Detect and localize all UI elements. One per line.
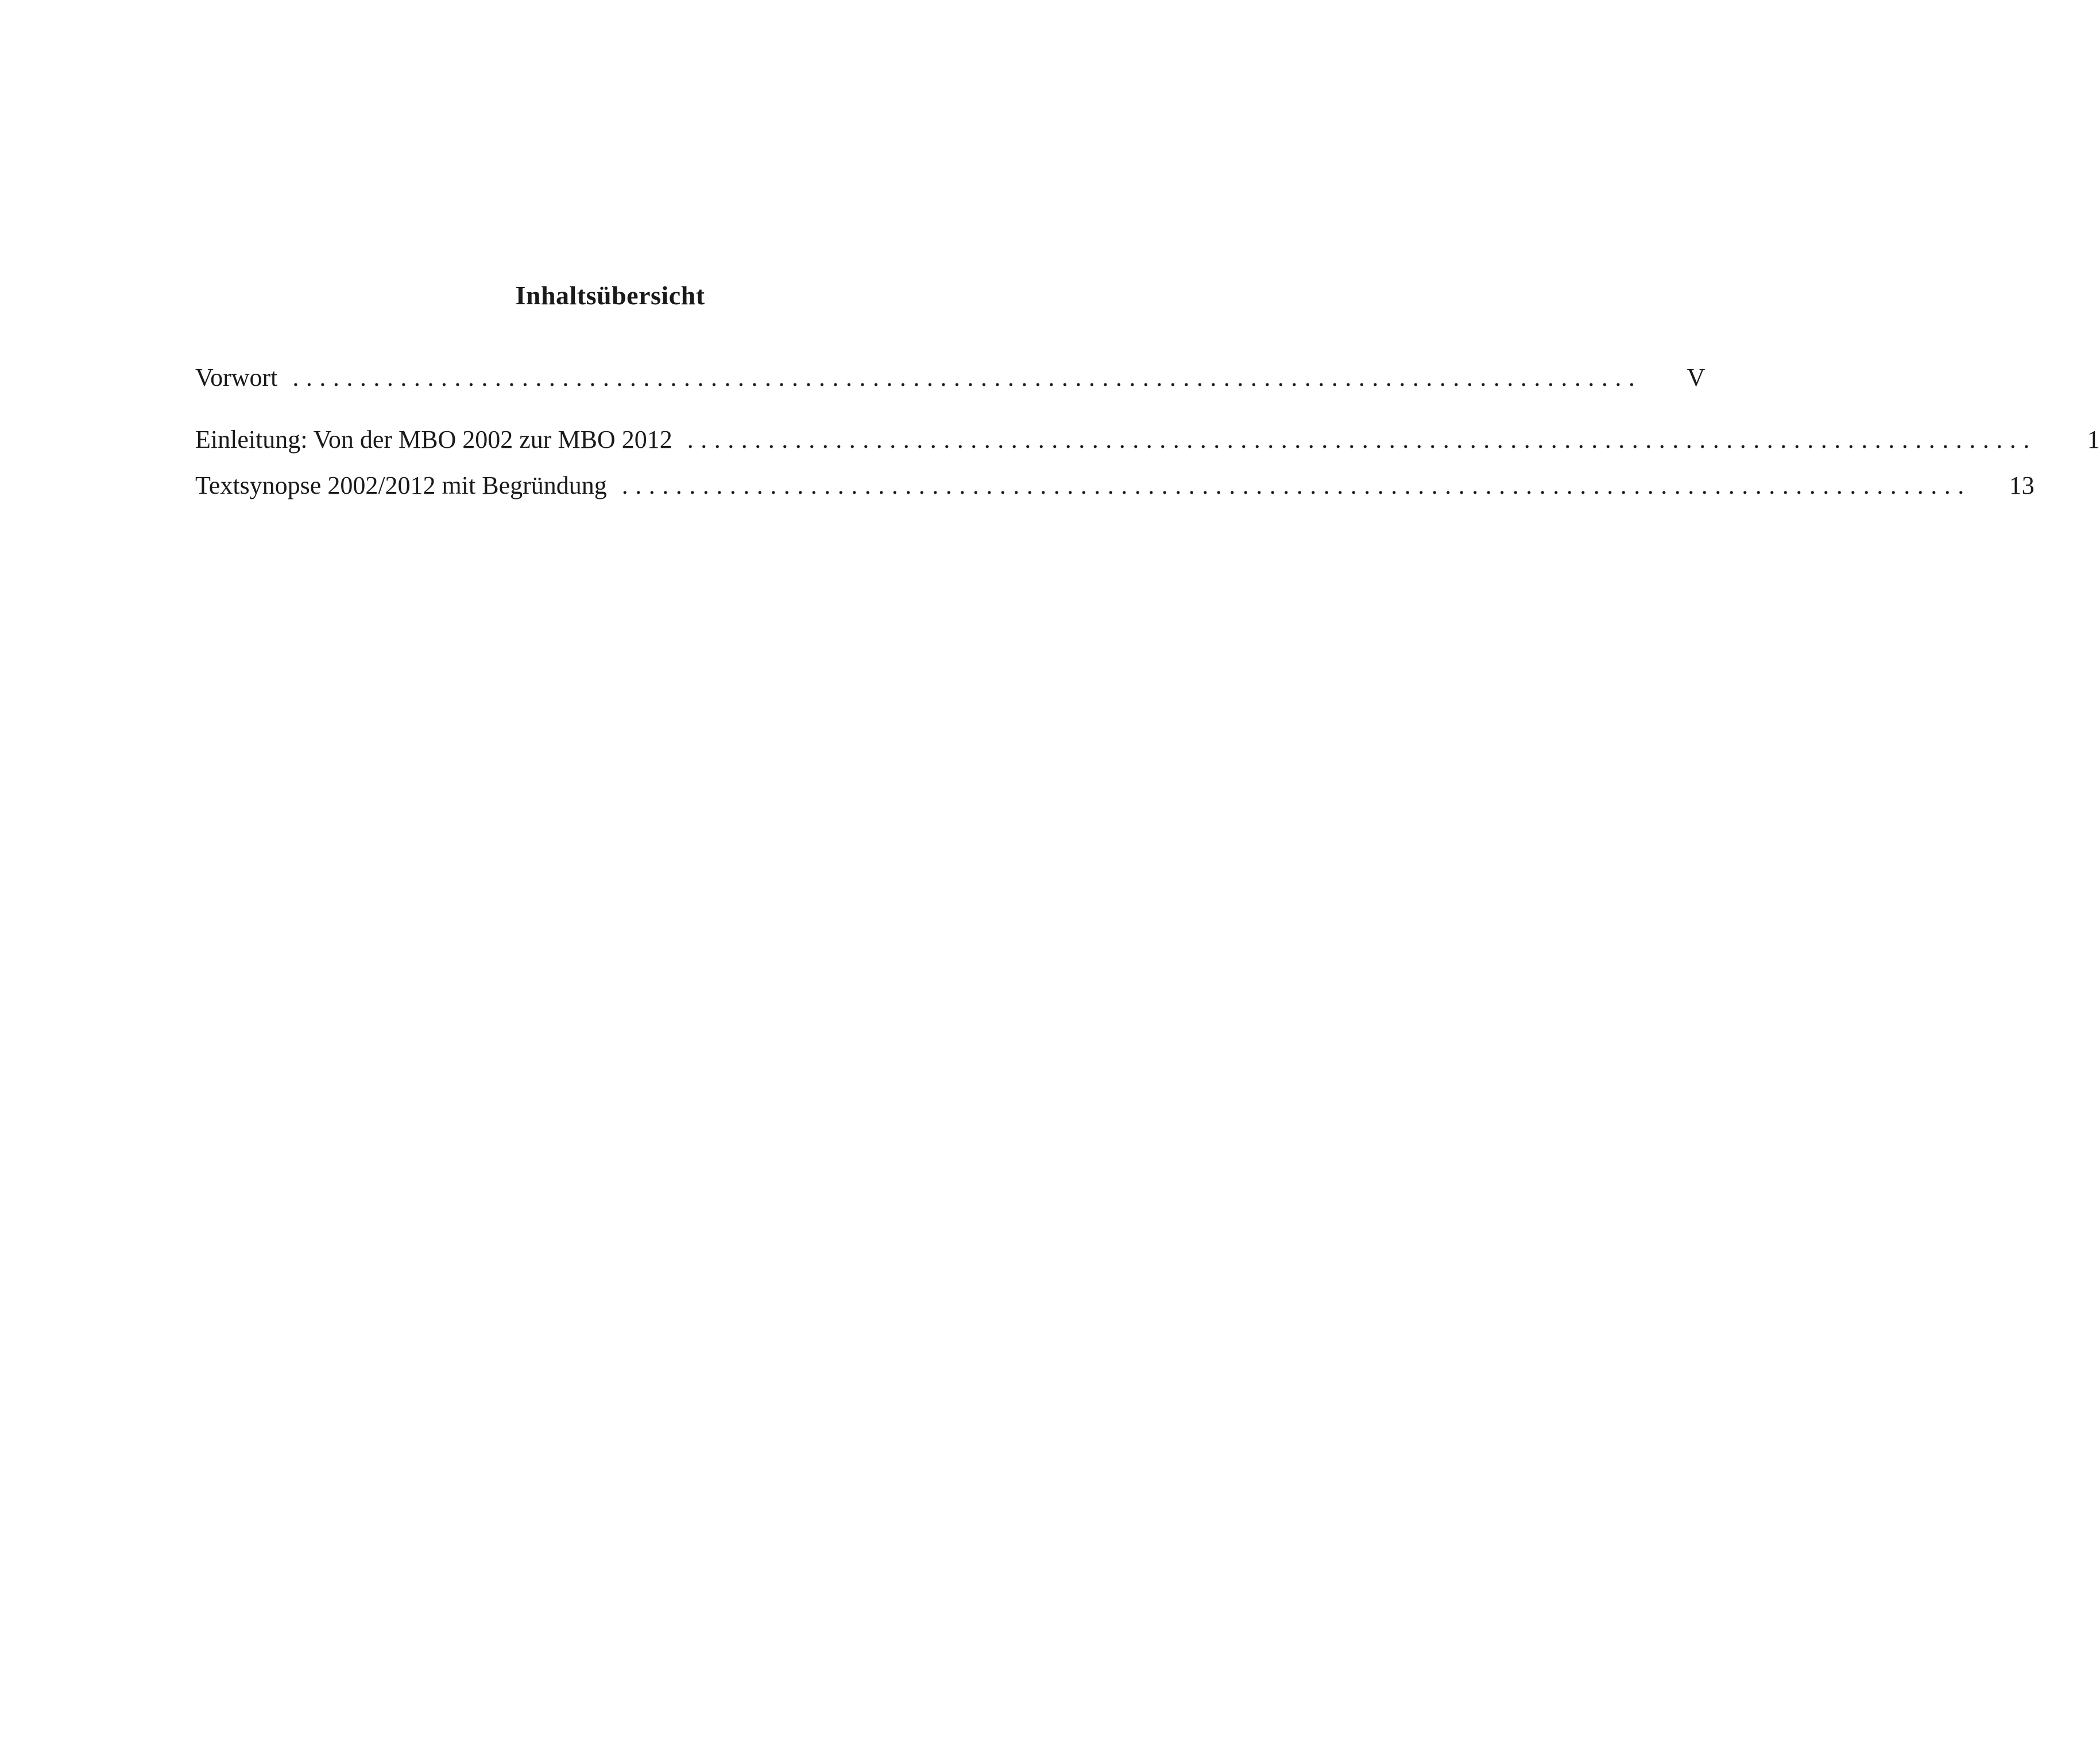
toc-page-number: 1 bbox=[2087, 425, 2100, 454]
dot-leader: .................................................................................................... bbox=[687, 425, 2037, 454]
toc-title: Inhaltsübersicht bbox=[515, 281, 705, 310]
toc-entry-einleitung[interactable] bbox=[195, 423, 2100, 457]
toc-page-number: 13 bbox=[2009, 471, 2035, 499]
toc-page-number: V bbox=[1687, 363, 1705, 392]
table-of-contents bbox=[195, 361, 2100, 503]
toc-entry-textsynopse[interactable] bbox=[195, 468, 2035, 503]
toc-entry-label: Vorwort bbox=[195, 363, 278, 392]
toc-entry-label: Einleitung: Von der MBO 2002 zur MBO 2012 bbox=[195, 425, 672, 454]
toc-entry-label: Textsynopse 2002/2012 mit Begründung bbox=[195, 471, 607, 499]
toc-entry-vorwort[interactable] bbox=[195, 361, 1705, 395]
dot-leader: .................................................................................................... bbox=[621, 471, 1971, 499]
dot-leader: .................................................................................................... bbox=[292, 363, 1642, 392]
